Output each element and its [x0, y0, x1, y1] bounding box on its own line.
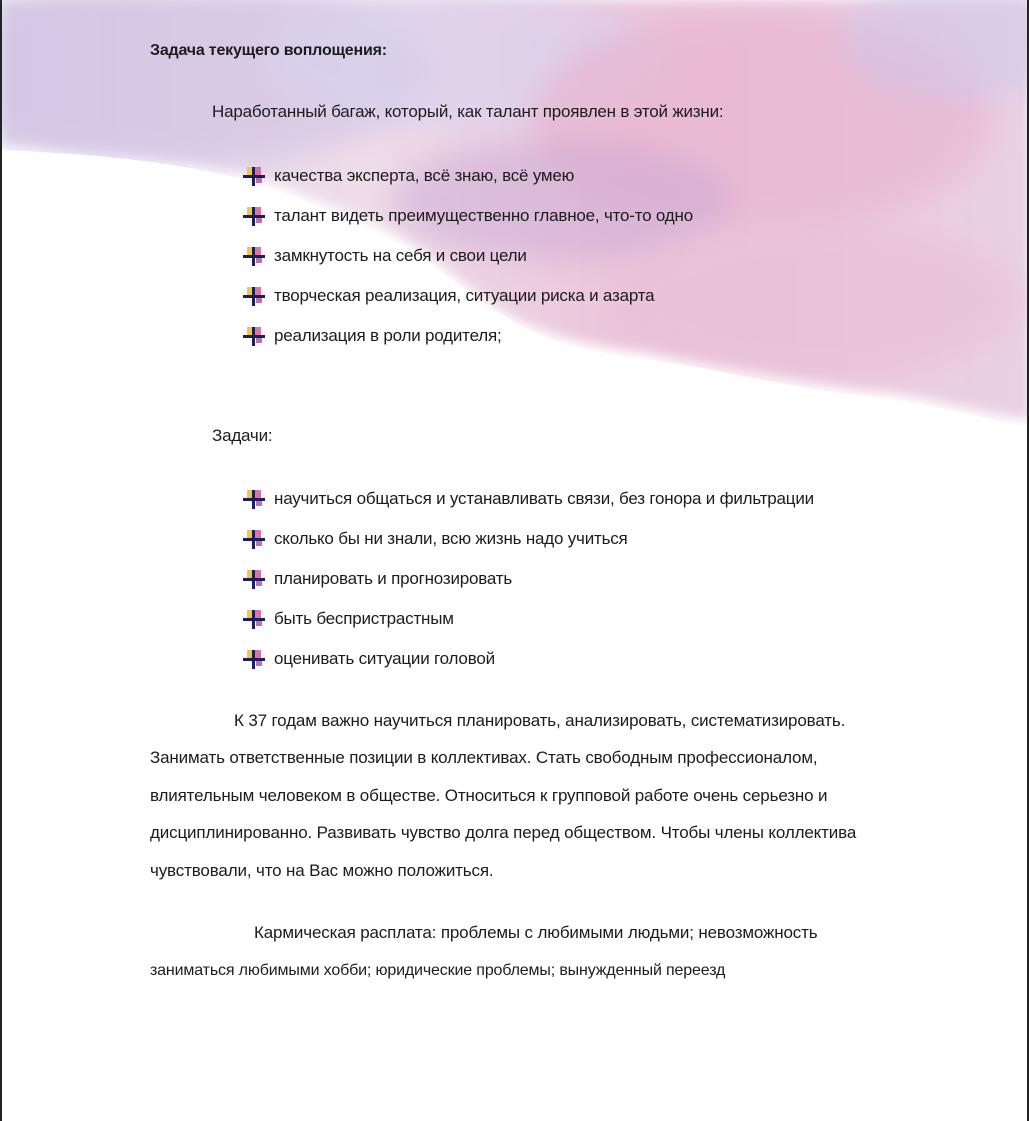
talent-text: творческая реализация, ситуации риска и азарта: [274, 286, 655, 305]
cross-flag-bullet-icon: [243, 649, 265, 669]
task-text: сколько бы ни знали, всю жизнь надо учиться: [274, 529, 628, 548]
task-text: быть беспристрастным: [274, 609, 454, 628]
paragraph-line: дисциплинированно. Развивать чувство долга перед обществом. Чтобы члены коллектива: [150, 823, 857, 842]
paragraph-line: Занимать ответственные позиции в коллективах. Стать свободным профессионалом,: [150, 748, 818, 767]
talent-text: замкнутость на себя и свои цели: [274, 246, 527, 265]
talent-intro: Наработанный багаж, который, как талант проявлен в этой жизни:: [212, 102, 724, 121]
paragraph-line: влиятельным человеком в обществе. Относиться к групповой работе очень серьезно и: [150, 786, 828, 805]
cross-flag-bullet-icon: [243, 286, 265, 306]
cross-flag-bullet-icon: [243, 206, 265, 226]
cross-flag-bullet-icon: [243, 166, 265, 186]
cross-flag-bullet-icon: [243, 489, 265, 509]
cross-flag-bullet-icon: [243, 326, 265, 346]
task-text: планировать и прогнозировать: [274, 569, 513, 588]
cross-flag-bullet-icon: [243, 569, 265, 589]
task-text: научиться общаться и устанавливать связи, без гонора и фильтрации: [274, 489, 814, 508]
paragraph-line: заниматься любимыми хобби; юридические проблемы; вынужденный переезд: [150, 962, 726, 979]
paragraph-line: Кармическая расплата: проблемы с любимыми людьми; невозможность: [254, 923, 818, 942]
talent-text: качества эксперта, всё знаю, всё умею: [274, 166, 575, 185]
cross-flag-bullet-icon: [243, 246, 265, 266]
task-text: оценивать ситуации головой: [274, 649, 495, 668]
cross-flag-bullet-icon: [243, 529, 265, 549]
paragraph-line: К 37 годам важно научиться планировать, анализировать, систематизировать.: [234, 711, 846, 730]
paragraph-line: чувствовали, что на Вас можно положиться.: [150, 861, 494, 880]
cross-flag-bullet-icon: [243, 609, 265, 629]
section-heading: Задача текущего воплощения:: [150, 42, 387, 59]
talent-text: реализация в роли родителя;: [274, 326, 502, 345]
tasks-label: Задачи:: [212, 426, 273, 445]
talent-text: талант видеть преимущественно главное, что-то одно: [274, 206, 693, 225]
